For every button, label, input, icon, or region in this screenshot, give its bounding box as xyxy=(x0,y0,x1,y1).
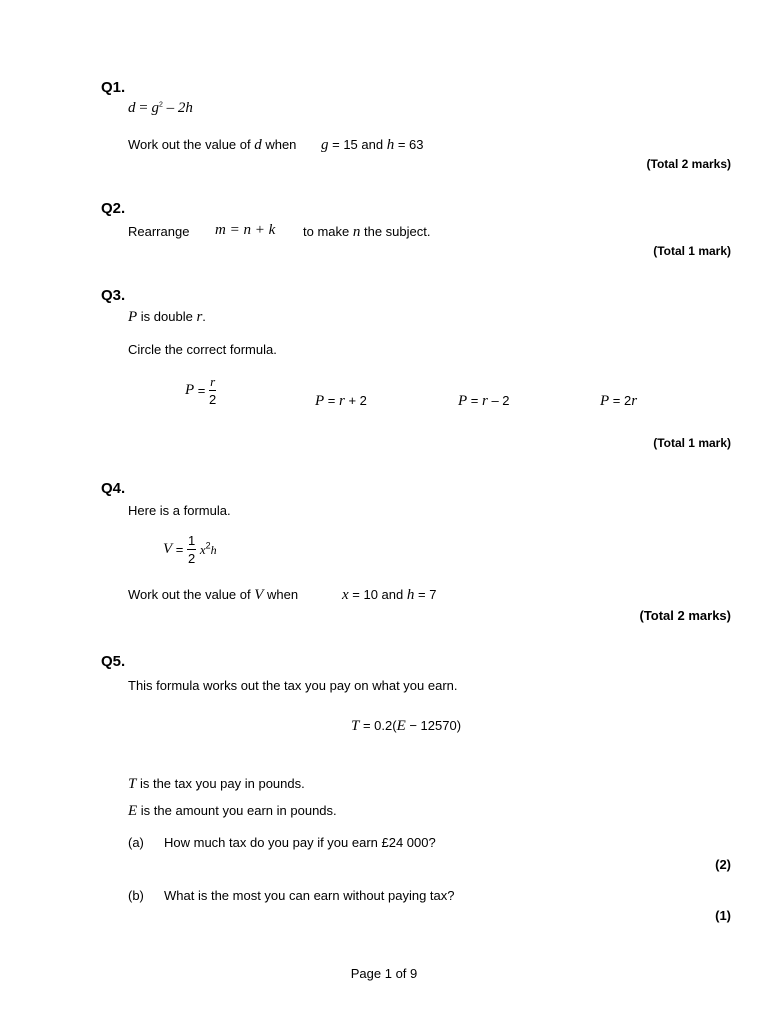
q3-option-1-fraction xyxy=(209,375,216,406)
q4-label: Q4. xyxy=(101,480,126,497)
q5-part-a-text: How much tax do you pay if you earn £24 000? xyxy=(164,835,436,850)
q4-formula-term xyxy=(200,542,217,557)
q1-condition xyxy=(321,137,423,154)
q5-part-a-label: (a) xyxy=(128,835,144,850)
q4-formula-h: h xyxy=(210,543,217,558)
q5-def-t-text: is the tax you pay in pounds. xyxy=(136,776,305,791)
q2-marks: (Total 1 mark) xyxy=(653,244,731,258)
q1-prompt-post: when xyxy=(261,137,297,152)
q2-prompt-post xyxy=(303,224,430,241)
q5-def-e xyxy=(128,803,337,820)
q5-part-b-marks: (1) xyxy=(715,908,731,923)
q1-formula xyxy=(128,100,193,117)
q3-stmt-p: P xyxy=(128,309,138,325)
q3-marks: (Total 1 mark) xyxy=(653,436,731,450)
q3-option-2-mid: = xyxy=(324,393,339,408)
page-number: Page 1 of 9 xyxy=(350,966,418,981)
q4-cond-x: x xyxy=(342,587,349,603)
q1-cond-g: g xyxy=(321,137,329,153)
q2-formula: m = n + k xyxy=(215,222,276,238)
q4-prompt xyxy=(128,587,298,604)
q1-formula-eq: = xyxy=(135,100,152,116)
q3-option-1[interactable] xyxy=(185,375,216,406)
q1-formula-g: g xyxy=(151,100,159,116)
q3-option-2-rest: + 2 xyxy=(344,393,367,408)
q5-def-e-var: E xyxy=(128,803,138,819)
q3-stmt-mid: is double xyxy=(137,309,197,324)
q3-option-3-var: r xyxy=(482,393,488,409)
q3-option-1-num: r xyxy=(210,374,216,389)
q3-option-3-rest: – 2 xyxy=(487,393,510,408)
q4-formula xyxy=(163,534,217,565)
q3-option-4[interactable] xyxy=(600,393,637,410)
q1-cond-h: h xyxy=(386,137,395,153)
q1-cond-g-val: = 15 and xyxy=(328,137,387,152)
q4-cond-h: h xyxy=(406,587,415,603)
q3-option-2-lhs: P xyxy=(315,393,325,409)
q4-formula-x: x xyxy=(199,542,206,558)
q1-formula-sup: 2 xyxy=(158,101,163,109)
q3-option-4-lhs: P xyxy=(600,393,610,409)
q5-part-a-marks: (2) xyxy=(715,857,731,872)
q2-label: Q2. xyxy=(101,200,126,217)
q5-formula-t: T xyxy=(351,718,360,734)
q5-formula-mid: = 0.2( xyxy=(359,718,397,733)
q4-formula-fraction xyxy=(187,534,196,565)
q4-formula-num: 1 xyxy=(188,533,196,548)
q3-option-3[interactable] xyxy=(458,393,510,410)
q4-prompt-var: V xyxy=(254,587,264,603)
q4-intro: Here is a formula. xyxy=(128,503,231,518)
q5-formula-end: − 12570) xyxy=(405,718,462,733)
q4-formula-sup: 2 xyxy=(205,540,211,551)
q1-formula-d: d xyxy=(128,100,136,116)
q3-option-1-den: 2 xyxy=(209,392,217,407)
q5-formula-e: E xyxy=(396,718,406,734)
q3-option-4-var: r xyxy=(631,393,638,409)
q2-prompt-var: n xyxy=(352,224,361,240)
q4-formula-eq: = xyxy=(172,542,187,557)
q3-option-4-mid: = 2 xyxy=(609,393,632,408)
q1-marks: (Total 2 marks) xyxy=(646,157,731,171)
q1-prompt xyxy=(128,137,296,154)
q3-option-3-mid: = xyxy=(467,393,482,408)
q3-option-1-lhs: P xyxy=(185,381,195,398)
q1-label: Q1. xyxy=(101,79,126,96)
q5-part-b-text: What is the most you can earn without paying tax? xyxy=(164,888,455,903)
q4-formula-den: 2 xyxy=(188,551,196,566)
q2-prompt-post-text: the subject. xyxy=(360,224,431,239)
q3-statement xyxy=(128,309,206,326)
q5-part-b-label: (b) xyxy=(128,888,144,903)
q3-instruction: Circle the correct formula. xyxy=(128,342,277,357)
q3-label: Q3. xyxy=(101,287,126,304)
q5-def-t xyxy=(128,776,305,793)
q4-cond-h-val: = 7 xyxy=(414,587,437,602)
q1-prompt-pre: Work out the value of xyxy=(128,137,255,152)
q3-option-1-eq: = xyxy=(194,383,209,398)
q3-option-3-lhs: P xyxy=(458,393,468,409)
q4-cond-x-val: = 10 and xyxy=(348,587,407,602)
q2-prompt-post-pre: to make xyxy=(303,224,353,239)
q4-marks: (Total 2 marks) xyxy=(639,608,731,623)
q1-prompt-var: d xyxy=(254,137,262,153)
q4-formula-v: V xyxy=(163,541,173,557)
q3-option-2-var: r xyxy=(339,393,345,409)
q2-prompt-pre: Rearrange xyxy=(128,224,190,239)
q4-prompt-pre: Work out the value of xyxy=(128,587,255,602)
q5-label: Q5. xyxy=(101,653,126,670)
q5-intro: This formula works out the tax you pay on what you earn. xyxy=(128,678,458,693)
q1-formula-rest: – 2h xyxy=(162,100,193,116)
q5-formula xyxy=(351,718,461,735)
q3-stmt-end: . xyxy=(202,309,206,324)
q5-def-e-text: is the amount you earn in pounds. xyxy=(137,803,337,818)
q1-cond-h-val: = 63 xyxy=(394,137,424,152)
q4-prompt-post: when xyxy=(263,587,299,602)
q4-condition xyxy=(342,587,436,604)
q3-stmt-r: r xyxy=(196,309,203,325)
q3-option-2[interactable] xyxy=(315,393,367,410)
q5-def-t-var: T xyxy=(128,776,137,792)
